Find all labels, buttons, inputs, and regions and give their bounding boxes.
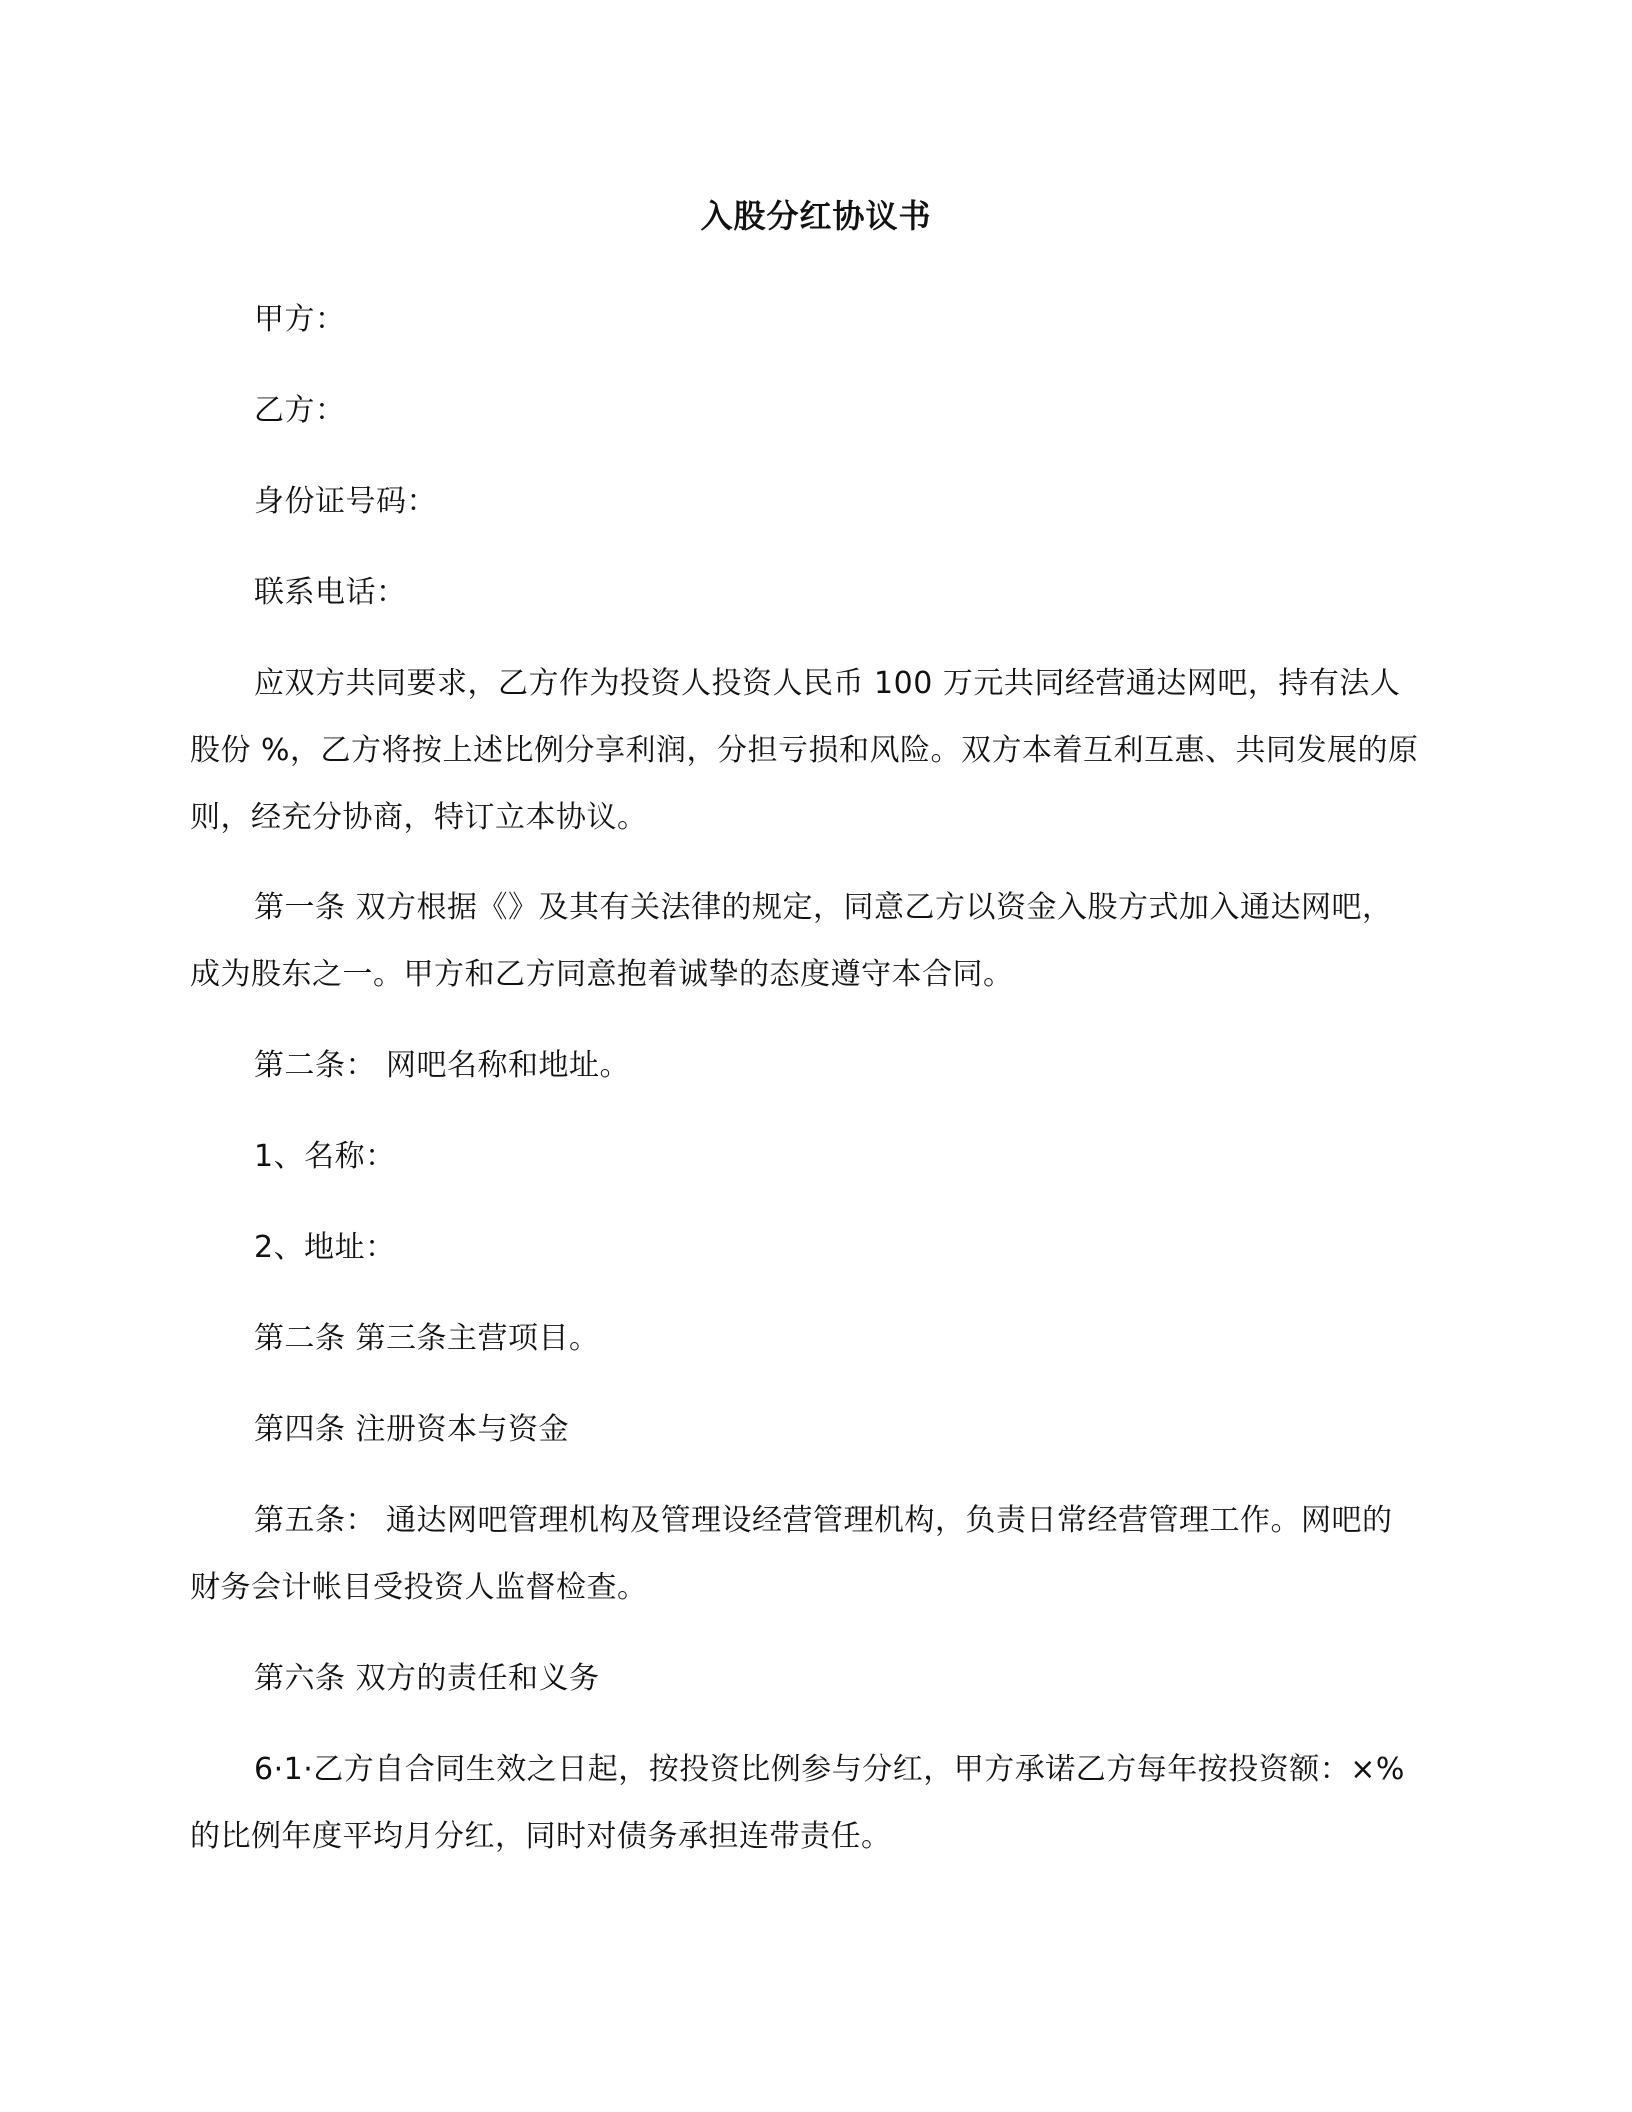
article-4-heading: 第四条 注册资本与资金 — [254, 1412, 570, 1447]
article-6-heading: 第六条 双方的责任和义务 — [254, 1661, 600, 1696]
id-number-line: 身份证号码： — [254, 484, 437, 519]
item-name-line: 1、名称： — [254, 1139, 396, 1174]
article-3-heading: 第二条 第三条主营项目。 — [254, 1321, 600, 1356]
article-5-paragraph: 第五条： 通达网吧管理机构及管理设经营管理机构，负责日常经营管理工作。网吧的财务会计帐目受投资人监督检查。 — [190, 1503, 1393, 1605]
article-2-heading: 第二条： 网吧名称和地址。 — [254, 1048, 631, 1083]
article-1-paragraph: 第一条 双方根据《》及其有关法律的规定，同意乙方以资金入股方式加入通达网吧，成为股东之一。甲方和乙方同意抱着诚挚的态度遵守本合同。 — [190, 890, 1393, 992]
party-a-line: 甲方： — [254, 302, 346, 337]
document-title: 入股分红协议书 — [700, 197, 932, 235]
clause-6-1-paragraph: 6·1·乙方自合同生效之日起，按投资比例参与分红，甲方承诺乙方每年按投资额：×%的比例年度平均月分红，同时对债务承担连带责任。 — [190, 1752, 1405, 1854]
party-b-line: 乙方： — [254, 393, 346, 428]
intro-paragraph: 应双方共同要求，乙方作为投资人投资人民币 100 万元共同经营通达网吧，持有法人股份 %，乙方将按上述比例分享利润，分担亏损和风险。双方本着互利互惠、共同发展的原则，经充分协商，特订立本协议。 — [190, 666, 1419, 835]
item-address-line: 2、地址： — [254, 1230, 396, 1265]
phone-line: 联系电话： — [254, 575, 407, 610]
